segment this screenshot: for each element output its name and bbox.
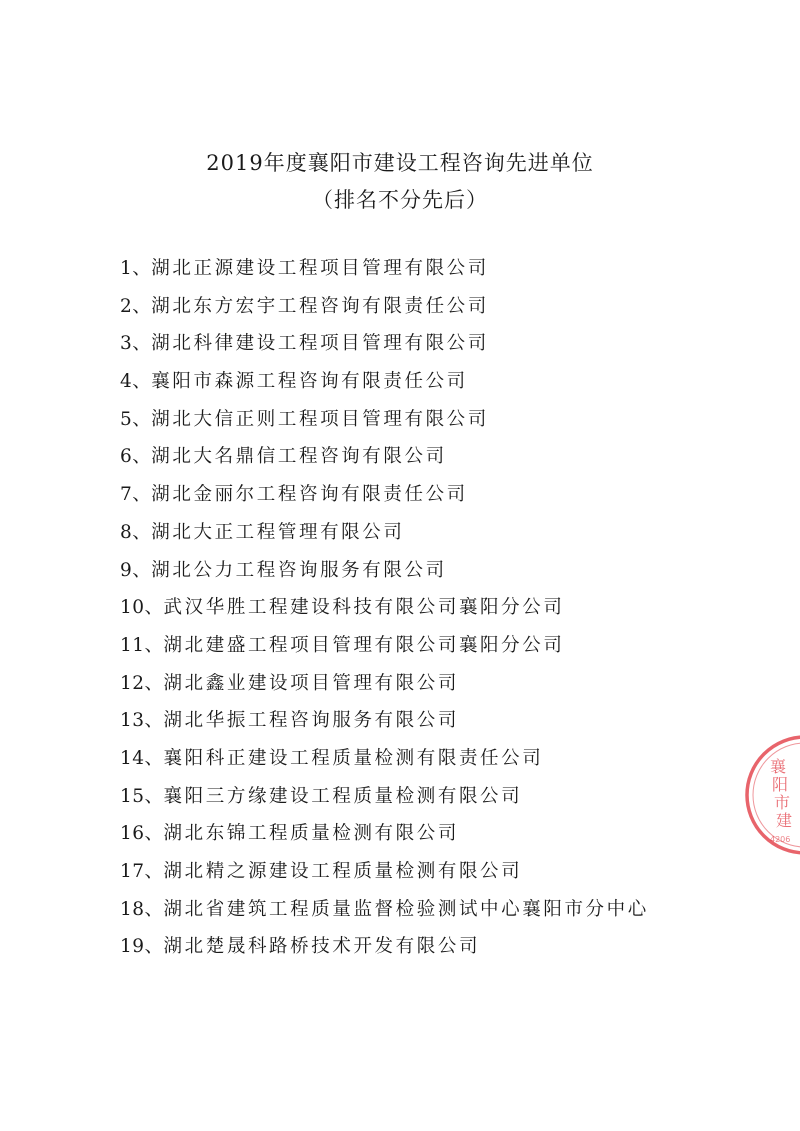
list-item: 18、湖北省建筑工程质量监督检验测试中心襄阳市分中心: [120, 898, 649, 920]
list-item: 11、湖北建盛工程项目管理有限公司襄阳分公司: [120, 634, 565, 656]
document-subtitle: （排名不分先后）: [312, 188, 488, 212]
list-item: 2、湖北东方宏宇工程咨询有限责任公司: [120, 295, 489, 317]
list-item: 5、湖北大信正则工程项目管理有限公司: [120, 408, 489, 430]
list-item: 13、湖北华振工程咨询服务有限公司: [120, 710, 459, 732]
svg-text:4206: 4206: [770, 835, 791, 844]
list-item: 4、襄阳市森源工程咨询有限责任公司: [120, 371, 468, 393]
list-item: 19、湖北楚晟科路桥技术开发有限公司: [120, 936, 481, 958]
list-item: 14、襄阳科正建设工程质量检测有限责任公司: [120, 747, 544, 769]
list-item: 16、湖北东锦工程质量检测有限公司: [120, 823, 459, 845]
list-item: 15、襄阳三方缘建设工程质量检测有限公司: [120, 785, 523, 807]
list-item: 7、湖北金丽尔工程咨询有限责任公司: [120, 484, 468, 506]
list-item: 12、湖北鑫业建设项目管理有限公司: [120, 672, 459, 694]
list-item: 8、湖北大正工程管理有限公司: [120, 521, 405, 543]
list-item: 9、湖北公力工程咨询服务有限公司: [120, 559, 447, 581]
list-item: 1、湖北正源建设工程项目管理有限公司: [120, 258, 489, 279]
list-item: 17、湖北精之源建设工程质量检测有限公司: [120, 861, 523, 882]
document-title: 2019年度襄阳市建设工程咨询先进单位: [206, 151, 594, 175]
svg-text:襄阳市建: 襄阳市建: [770, 757, 793, 830]
list-item: 6、湖北大名鼎信工程咨询有限公司: [120, 446, 447, 468]
list-item: 3、湖北科律建设工程项目管理有限公司: [120, 333, 489, 355]
list-item: 10、武汉华胜工程建设科技有限公司襄阳分公司: [120, 597, 565, 619]
awardee-list: [120, 250, 649, 966]
official-seal: [740, 730, 800, 860]
